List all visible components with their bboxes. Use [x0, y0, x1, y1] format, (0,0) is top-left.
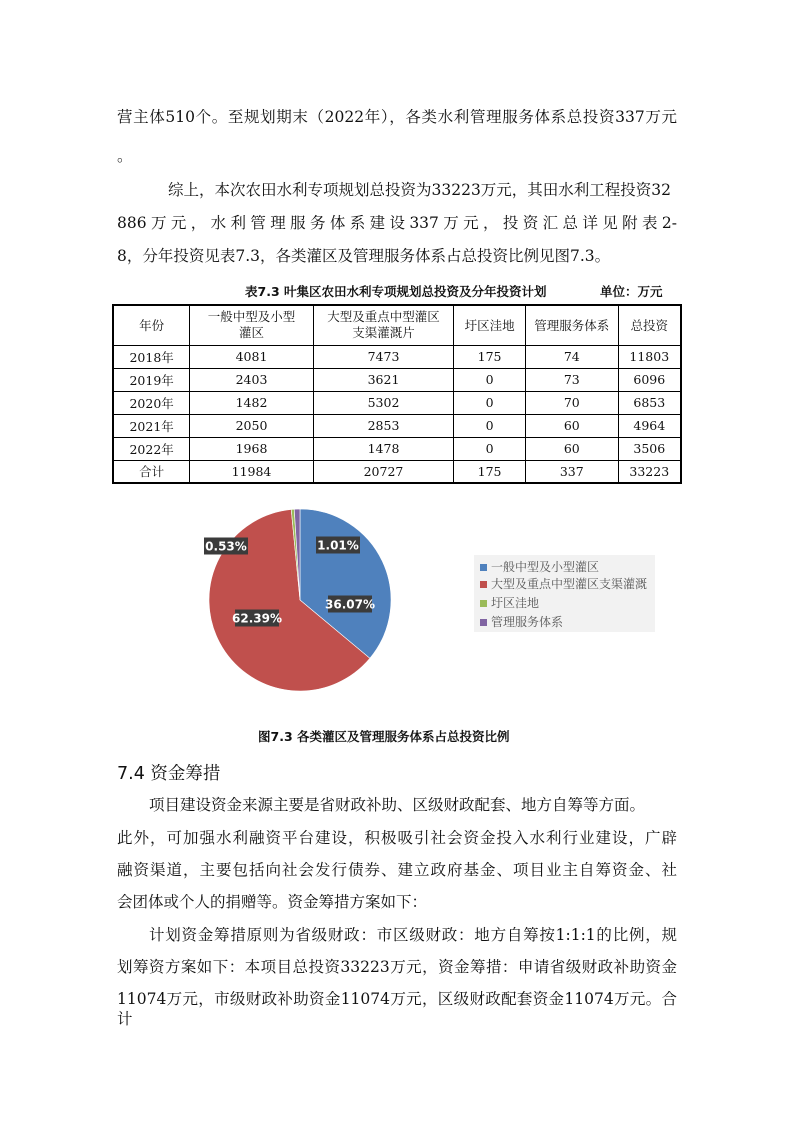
cell-value: 20727 — [313, 460, 453, 483]
cell-value: 0 — [454, 391, 526, 414]
paragraph-line: 11074万元，市级财政补助资金11074万元，区级财政配套资金11074万元。合计 — [117, 990, 677, 1028]
header-large-irrigation: 大型及重点中型灌区 支渠灌溉片 — [313, 305, 453, 345]
cell-value: 337 — [525, 460, 618, 483]
investment-table — [112, 304, 682, 484]
table-unit: 单位：万元 — [600, 284, 663, 299]
cell-value: 1482 — [190, 391, 314, 414]
cell-value: 73 — [525, 368, 618, 391]
table-row — [113, 368, 681, 391]
cell-year: 2020年 — [113, 391, 190, 414]
table-caption: 表7.3 叶集区农田水利专项规划总投资及分年投资计划 — [245, 284, 547, 299]
paragraph-line: 8，分年投资见表7.3，各类灌区及管理服务体系占总投资比例见图7.3。 — [117, 247, 611, 265]
table-total-row — [113, 460, 681, 483]
table-row — [113, 345, 681, 368]
header-polder: 圩区洼地 — [454, 305, 526, 345]
cell-value: 70 — [525, 391, 618, 414]
header-small-irrigation: 一般中型及小型 灌区 — [190, 305, 314, 345]
legend-swatch — [480, 600, 487, 607]
label-text: 36.07% — [325, 597, 375, 612]
label-management — [316, 537, 360, 554]
legend-item: 圩区洼地 — [480, 596, 655, 610]
cell-value: 1478 — [313, 437, 453, 460]
legend-swatch — [480, 619, 487, 626]
paragraph-line: 886万元，水利管理服务体系建设337万元，投资汇总详见附表2- — [117, 214, 677, 232]
cell-value: 4081 — [190, 345, 314, 368]
table-row — [113, 437, 681, 460]
cell-value: 7473 — [313, 345, 453, 368]
paragraph-line: 计划资金筹措原则为省级财政：市区级财政：地方自筹按1:1:1的比例，规 — [149, 926, 677, 944]
table-row — [113, 414, 681, 437]
cell-value: 5302 — [313, 391, 453, 414]
chart-legend — [474, 555, 655, 632]
label-text: 0.53% — [205, 539, 247, 554]
label-large-irrigation — [232, 610, 282, 627]
pie-chart — [200, 505, 400, 705]
label-text: 62.39% — [232, 611, 282, 626]
cell-year: 合计 — [113, 460, 190, 483]
cell-value: 3621 — [313, 368, 453, 391]
legend-swatch — [480, 581, 487, 588]
cell-value: 4964 — [618, 414, 681, 437]
cell-value: 0 — [454, 414, 526, 437]
cell-value: 175 — [454, 460, 526, 483]
paragraph-line: 。 — [117, 147, 133, 165]
cell-value: 3506 — [618, 437, 681, 460]
cell-value: 2403 — [190, 368, 314, 391]
header-management: 管理服务体系 — [525, 305, 618, 345]
cell-value: 11803 — [618, 345, 681, 368]
paragraph-line: 项目建设资金来源主要是省财政补助、区级财政配套、地方自筹等方面。 — [149, 796, 646, 814]
label-polder — [204, 538, 248, 555]
cell-year: 2022年 — [113, 437, 190, 460]
label-small-irrigation — [325, 596, 375, 613]
paragraph-line: 会团体或个人的捐赠等。资金筹措方案如下： — [117, 893, 428, 911]
paragraph-line: 融资渠道，主要包括向社会发行债券、建立政府基金、项目业主自筹资金、社 — [117, 861, 677, 879]
cell-value: 0 — [454, 368, 526, 391]
label-text: 1.01% — [317, 538, 359, 553]
cell-value: 60 — [525, 414, 618, 437]
cell-value: 6853 — [618, 391, 681, 414]
legend-item: 一般中型及小型灌区 — [480, 560, 655, 574]
cell-value: 2853 — [313, 414, 453, 437]
cell-year: 2018年 — [113, 345, 190, 368]
header-year: 年份 — [113, 305, 190, 345]
cell-value: 175 — [454, 345, 526, 368]
cell-value: 60 — [525, 437, 618, 460]
legend-item: 大型及重点中型灌区支渠灌溉 — [480, 577, 655, 591]
paragraph-line: 划筹资方案如下：本项目总投资33223万元，资金筹措：申请省级财政补助资金 — [117, 958, 677, 976]
cell-year: 2019年 — [113, 368, 190, 391]
paragraph-line: 此外，可加强水利融资平台建设，积极吸引社会资金投入水利行业建设，广辟 — [117, 829, 677, 847]
cell-value: 0 — [454, 437, 526, 460]
cell-value: 2050 — [190, 414, 314, 437]
section-heading: 7.4 资金筹措 — [117, 764, 221, 784]
cell-value: 1968 — [190, 437, 314, 460]
header-total: 总投资 — [618, 305, 681, 345]
cell-value: 11984 — [190, 460, 314, 483]
table-header-row — [113, 305, 681, 345]
table-row — [113, 391, 681, 414]
paragraph-line: 综上，本次农田水利专项规划总投资为33223万元，其田水利工程投资32 — [168, 181, 672, 199]
legend-swatch — [480, 564, 487, 571]
legend-item: 管理服务体系 — [480, 615, 655, 629]
figure-caption: 图7.3 各类灌区及管理服务体系占总投资比例 — [258, 729, 510, 744]
cell-value: 74 — [525, 345, 618, 368]
cell-year: 2021年 — [113, 414, 190, 437]
cell-value: 33223 — [618, 460, 681, 483]
cell-value: 6096 — [618, 368, 681, 391]
paragraph-line: 营主体510个。至规划期末（2022年），各类水利管理服务体系总投资337万元 — [117, 108, 677, 126]
